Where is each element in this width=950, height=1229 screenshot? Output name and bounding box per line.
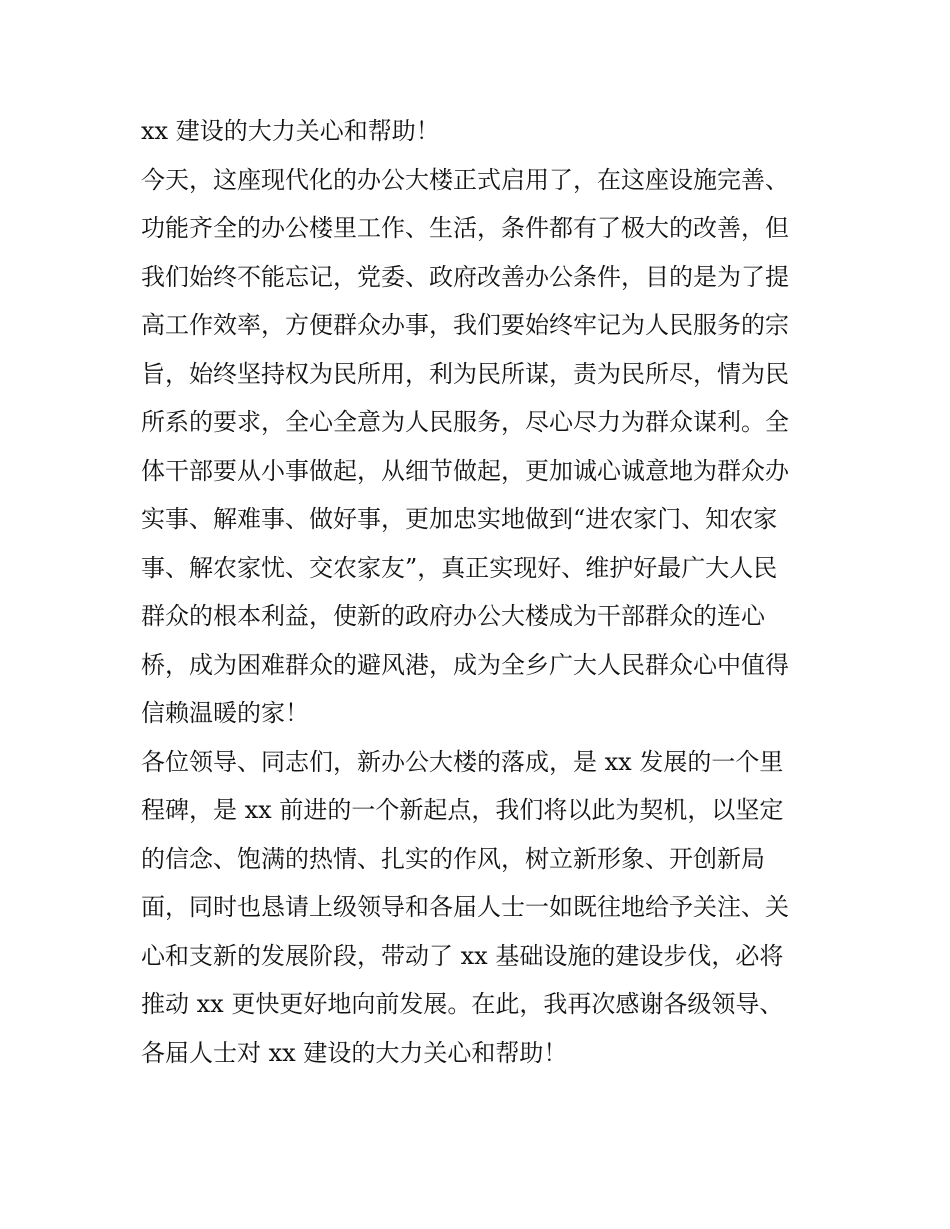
text-line: 体干部要从小事做起，从细节做起，更加诚心诚意地为群众办: [141, 456, 789, 485]
text-line: 功能齐全的办公楼里工作、生活，条件都有了极大的改善，但: [141, 214, 789, 242]
text-line: 的信念、饱满的热情、扎实的作风，树立新形象、开创新局: [141, 844, 765, 873]
text-line: 信赖温暖的家！: [141, 699, 309, 727]
text-line: 群众的根本利益，使新的政府办公大楼成为干部群众的连心: [141, 602, 765, 630]
text-line: 今天，这座现代化的办公大楼正式启用了，在这座设施完善、: [141, 165, 789, 194]
text-line: 各位领导、同志们，新办公大楼的落成，是 xx 发展的一个里: [141, 747, 784, 776]
text-line: 各届人士对 xx 建设的大力关心和帮助！: [141, 1038, 568, 1067]
text-line: 面，同时也恳请上级领导和各届人士一如既往地给予关注、关: [141, 893, 789, 921]
text-line: 桥，成为困难群众的避风港，成为全乡广大人民群众心中值得: [141, 650, 789, 679]
text-line: 事、解农家忧、交农家友”，真正实现好、维护好最广大人民: [141, 553, 778, 582]
text-line: 我们始终不能忘记，党委、政府改善办公条件，目的是为了提: [141, 262, 789, 291]
text-line: 旨，始终坚持权为民所用，利为民所谋，责为民所尽，情为民: [141, 359, 789, 388]
text-line: 推动 xx 更快更好地向前发展。在此，我再次感谢各级领导、: [141, 990, 784, 1018]
text-line: 程碑，是 xx 前进的一个新起点，我们将以此为契机，以坚定: [141, 796, 784, 824]
text-line: 高工作效率，方便群众办事，我们要始终牢记为人民服务的宗: [141, 311, 789, 339]
text-line: xx 建设的大力关心和帮助！: [141, 117, 440, 145]
text-line: 心和支新的发展阶段，带动了 xx 基础设施的建设步伐，必将: [141, 941, 784, 970]
text-line: 所系的要求，全心全意为人民服务，尽心尽力为群众谋利。全: [141, 408, 789, 436]
body-text: [141, 107, 821, 1077]
text-line: 实事、解难事、做好事，更加忠实地做到“进农家门、知农家: [141, 505, 778, 533]
